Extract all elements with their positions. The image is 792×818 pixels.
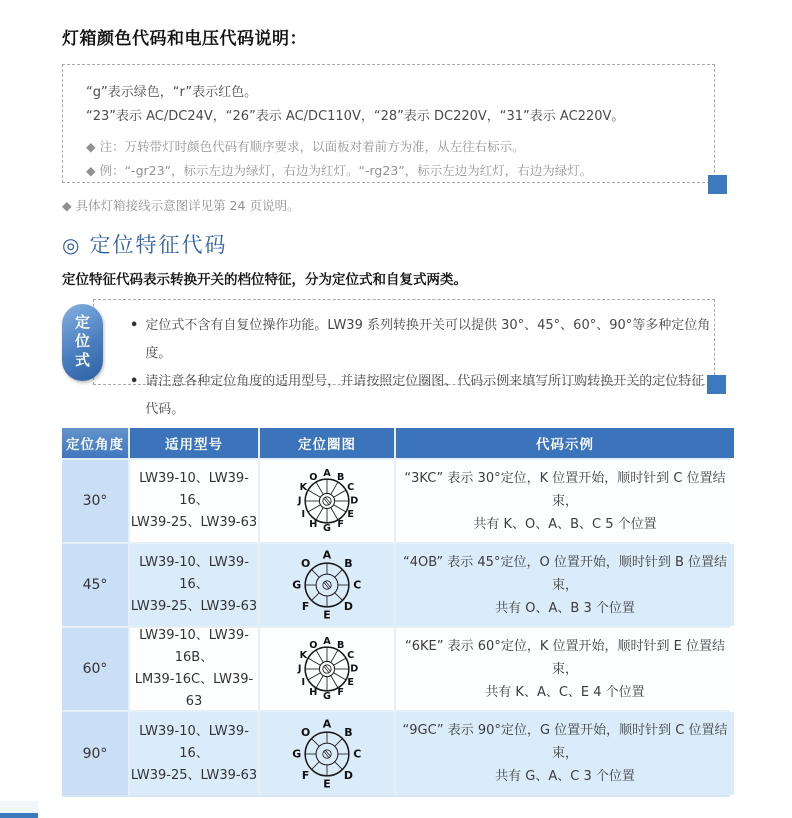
svg-text:D: D: [350, 495, 359, 507]
color-code-info-box: [62, 64, 715, 183]
desc-line: 共有 K、A、C、E 4 个位置: [485, 684, 645, 700]
svg-text:F: F: [301, 599, 310, 613]
desc-line: “3KC” 表示 30°定位，K 位置开始，顺时针到 C 位置结束，: [404, 470, 726, 509]
svg-text:A: A: [323, 636, 331, 648]
corner-accent-square: [708, 175, 727, 194]
bullet-text: 请注意各种定位角度的适用型号，并请按照定位圈图、代码示例来填写所订购转换开关的定位特征代码。: [145, 374, 705, 417]
svg-text:K: K: [299, 481, 308, 493]
svg-text:B: B: [336, 471, 345, 483]
info-line-voltages: “23”表示 AC/DC24V，“26”表示 AC/DC110V，“28”表示 DC220V，“31”表示 AC220V。: [86, 109, 625, 124]
svg-text:A: A: [323, 468, 331, 480]
svg-text:O: O: [309, 471, 318, 483]
svg-text:O: O: [309, 639, 318, 651]
section-subtitle: 定位特征代码表示转换开关的档位特征，分为定位式和自复式两类。: [62, 272, 467, 288]
models-line: LW39-10、LW39-16、: [139, 555, 249, 592]
svg-text:E: E: [323, 777, 331, 791]
positioning-type-badge: 定位式: [62, 304, 103, 381]
code-example-cell: [396, 460, 734, 542]
svg-text:D: D: [343, 599, 353, 613]
svg-text:B: B: [336, 639, 345, 651]
angle-cell: 30°: [62, 460, 128, 542]
dial-diagram: [260, 628, 394, 710]
svg-text:G: G: [292, 747, 302, 760]
dial-diagram: [260, 460, 394, 542]
svg-text:I: I: [301, 677, 306, 689]
svg-text:J: J: [297, 495, 302, 507]
bullet-icon: •: [130, 318, 139, 333]
svg-text:C: C: [347, 481, 355, 493]
desc-line: “4OB” 表示 45°定位，O 位置开始，顺时针到 B 位置结束，: [402, 554, 728, 593]
double-circle-icon: ◎: [62, 233, 80, 257]
svg-text:K: K: [299, 649, 308, 661]
svg-text:E: E: [323, 608, 331, 622]
code-example-cell: [396, 712, 734, 795]
angle-cell: 45°: [62, 544, 128, 626]
code-example-cell: [396, 628, 734, 710]
svg-text:F: F: [301, 768, 310, 782]
positioning-angle-table: [62, 428, 730, 797]
svg-text:D: D: [350, 663, 359, 675]
positioning-bullet-2: [130, 368, 714, 424]
dial-diagram: [260, 544, 394, 626]
table-header-code-example: 代码示例: [396, 428, 734, 458]
positioning-bullet-1: [130, 312, 714, 368]
svg-text:O: O: [300, 557, 311, 571]
svg-text:H: H: [309, 687, 318, 699]
svg-text:E: E: [347, 677, 354, 689]
models-line: LW39-25、LW39-63: [130, 767, 258, 783]
svg-text:G: G: [323, 522, 331, 534]
info-note-example: ◆ 例：“-gr23”，标示左边为绿灯，右边为红灯。“-rg23”，标示左边为红灯，右边为绿灯。: [86, 163, 593, 178]
code-example-cell: [396, 544, 734, 626]
info-note-order: ◆ 注：万转带灯时颜色代码有顺序要求，以面板对着前方为准，从左往右标示。: [86, 139, 525, 154]
svg-text:A: A: [322, 548, 332, 562]
models-line: LM39-16C、LW39-63: [134, 672, 254, 709]
desc-line: 共有 G、A、C 3 个位置: [495, 769, 635, 784]
page-footer-light-block: [0, 801, 38, 813]
dial-diagram: [260, 712, 394, 795]
angle-cell: 60°: [62, 628, 128, 710]
models-cell: [130, 628, 258, 710]
desc-line: “6KE” 表示 60°定位，K 位置开始，顺时针到 E 位置结束，: [405, 638, 725, 677]
svg-text:D: D: [343, 768, 353, 782]
models-cell: [130, 460, 258, 542]
corner-accent-square: [707, 375, 726, 394]
models-line: LW39-10、LW39-16B、: [139, 628, 249, 665]
positioning-info-box: [93, 299, 715, 417]
bullet-text: 定位式不含有自复位操作功能。LW39 系列转换开关可以提供 30°、45°、60°、90°等多种定位角度。: [145, 318, 711, 361]
desc-line: “9GC” 表示 90°定位，G 位置开始，顺时针到 C 位置结束，: [402, 723, 728, 761]
desc-line: 共有 K、O、A、B、C 5 个位置: [473, 516, 657, 532]
svg-text:I: I: [301, 509, 306, 521]
svg-text:F: F: [337, 687, 344, 699]
svg-text:A: A: [322, 716, 332, 730]
svg-text:H: H: [309, 519, 318, 531]
desc-line: 共有 O、A、B 3 个位置: [495, 600, 635, 616]
models-line: LW39-25、LW39-63: [130, 515, 258, 530]
table-header-angle: 定位角度: [62, 428, 128, 458]
models-line: LW39-10、LW39-16、: [139, 723, 249, 761]
info-line-colors: “g”表示绿色，“r”表示红色。: [86, 85, 258, 100]
table-header-models: 适用型号: [130, 428, 258, 458]
angle-cell: 90°: [62, 712, 128, 795]
page-footer-accent-bar: [0, 813, 38, 818]
models-line: LW39-10、LW39-16、: [139, 471, 249, 508]
svg-text:C: C: [353, 747, 362, 760]
bullet-icon: •: [130, 374, 139, 389]
models-cell: [130, 544, 258, 626]
svg-text:G: G: [323, 690, 331, 702]
svg-text:F: F: [337, 519, 344, 531]
page-title: 灯箱颜色代码和电压代码说明：: [62, 29, 307, 49]
section-title: 定位特征代码: [89, 233, 228, 257]
svg-text:G: G: [292, 578, 302, 592]
table-header-dial: 定位圈图: [260, 428, 394, 458]
svg-text:B: B: [344, 557, 353, 571]
svg-text:C: C: [353, 578, 362, 592]
models-line: LW39-25、LW39-63: [130, 599, 258, 614]
svg-text:B: B: [344, 725, 353, 739]
wiring-diagram-footnote: ◆ 具体灯箱接线示意图详见第 24 页说明。: [62, 198, 300, 213]
svg-text:O: O: [300, 725, 311, 739]
models-cell: [130, 712, 258, 795]
svg-text:C: C: [347, 649, 355, 661]
section-header: [62, 231, 227, 259]
svg-text:E: E: [347, 509, 354, 521]
svg-text:J: J: [297, 663, 302, 675]
